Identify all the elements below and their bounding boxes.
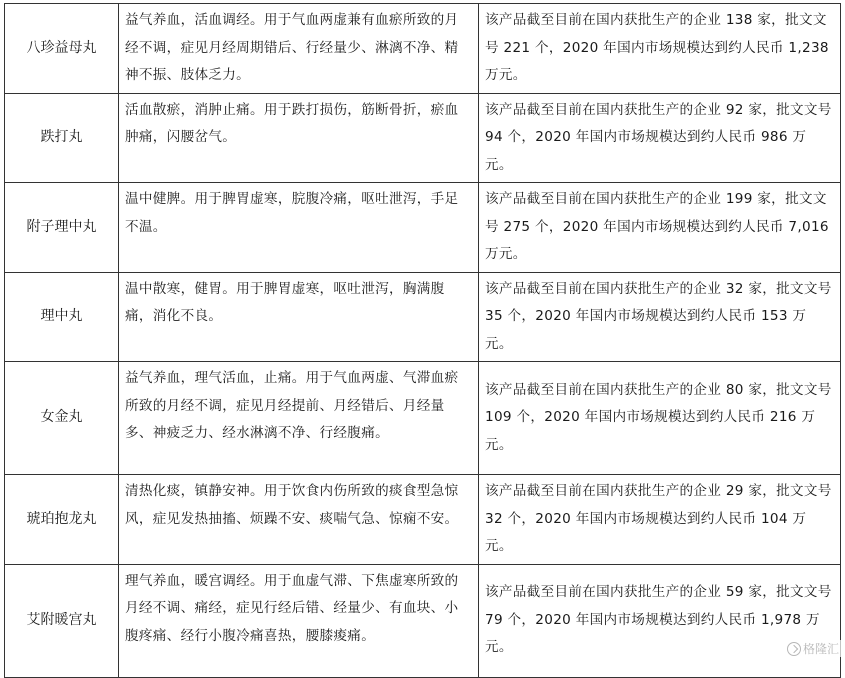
table-row	[5, 93, 841, 183]
drug-description-cell: 清热化痰，镇静安神。用于饮食内伤所致的痰食型急惊风，症见发热抽搐、烦躁不安、痰喘气急、惊痫不安。	[119, 475, 479, 565]
market-info-cell: 该产品截至目前在国内获批生产的企业 29 家，批文文号 32 个，2020 年国内市场规模达到约人民币 104 万元。	[479, 475, 841, 565]
drug-description-cell: 益气养血，活血调经。用于气血两虚兼有血瘀所致的月经不调，症见月经周期错后、行经量少、淋漓不净、精神不振、肢体乏力。	[119, 4, 479, 94]
drug-description-cell: 温中健脾。用于脾胃虚寒，脘腹冷痛，呕吐泄泻，手足不温。	[119, 183, 479, 273]
drug-name-cell: 琥珀抱龙丸	[5, 475, 119, 565]
drug-name-cell: 女金丸	[5, 362, 119, 475]
drug-description-cell: 理气养血，暖宫调经。用于血虚气滞、下焦虚寒所致的月经不调、痛经，症见行经后错、经量少、有血块、小腹疼痛、经行小腹冷痛喜热，腰膝痠痛。	[119, 564, 479, 677]
market-info-cell: 该产品截至目前在国内获批生产的企业 138 家，批文文号 221 个，2020 年国内市场规模达到约人民币 1,238 万元。	[479, 4, 841, 94]
drug-description-cell: 活血散瘀，消肿止痛。用于跌打损伤，筋断骨折，瘀血肿痛，闪腰岔气。	[119, 93, 479, 183]
watermark	[785, 640, 841, 657]
market-info-cell: 该产品截至目前在国内获批生产的企业 92 家，批文文号 94 个，2020 年国内市场规模达到约人民币 986 万元。	[479, 93, 841, 183]
table-row	[5, 564, 841, 677]
gelonghui-logo-icon	[787, 642, 801, 656]
market-info-cell: 该产品截至目前在国内获批生产的企业 80 家，批文文号 109 个，2020 年国内市场规模达到约人民币 216 万元。	[479, 362, 841, 475]
market-info-cell: 该产品截至目前在国内获批生产的企业 199 家，批文文号 275 个，2020 年国内市场规模达到约人民币 7,016 万元。	[479, 183, 841, 273]
table-row	[5, 362, 841, 475]
drug-name-cell: 八珍益母丸	[5, 4, 119, 94]
table-row	[5, 4, 841, 94]
table-row	[5, 475, 841, 565]
watermark-text: 格隆汇	[802, 642, 839, 656]
drug-description-cell: 温中散寒，健胃。用于脾胃虚寒，呕吐泄泻，胸满腹痛，消化不良。	[119, 272, 479, 362]
table-row	[5, 272, 841, 362]
market-info-cell: 该产品截至目前在国内获批生产的企业 32 家，批文文号 35 个，2020 年国内市场规模达到约人民币 153 万元。	[479, 272, 841, 362]
table-row	[5, 183, 841, 273]
drug-name-cell: 理中丸	[5, 272, 119, 362]
drug-name-cell: 跌打丸	[5, 93, 119, 183]
drug-market-table	[4, 3, 841, 678]
market-info-cell: 该产品截至目前在国内获批生产的企业 59 家，批文文号 79 个，2020 年国内市场规模达到约人民币 1,978 万元。	[479, 564, 841, 677]
drug-name-cell: 附子理中丸	[5, 183, 119, 273]
drug-description-cell: 益气养血，理气活血，止痛。用于气血两虚、气滞血瘀所致的月经不调，症见月经提前、月经错后、月经量多、神疲乏力、经水淋漓不净、行经腹痛。	[119, 362, 479, 475]
drug-name-cell: 艾附暖宫丸	[5, 564, 119, 677]
